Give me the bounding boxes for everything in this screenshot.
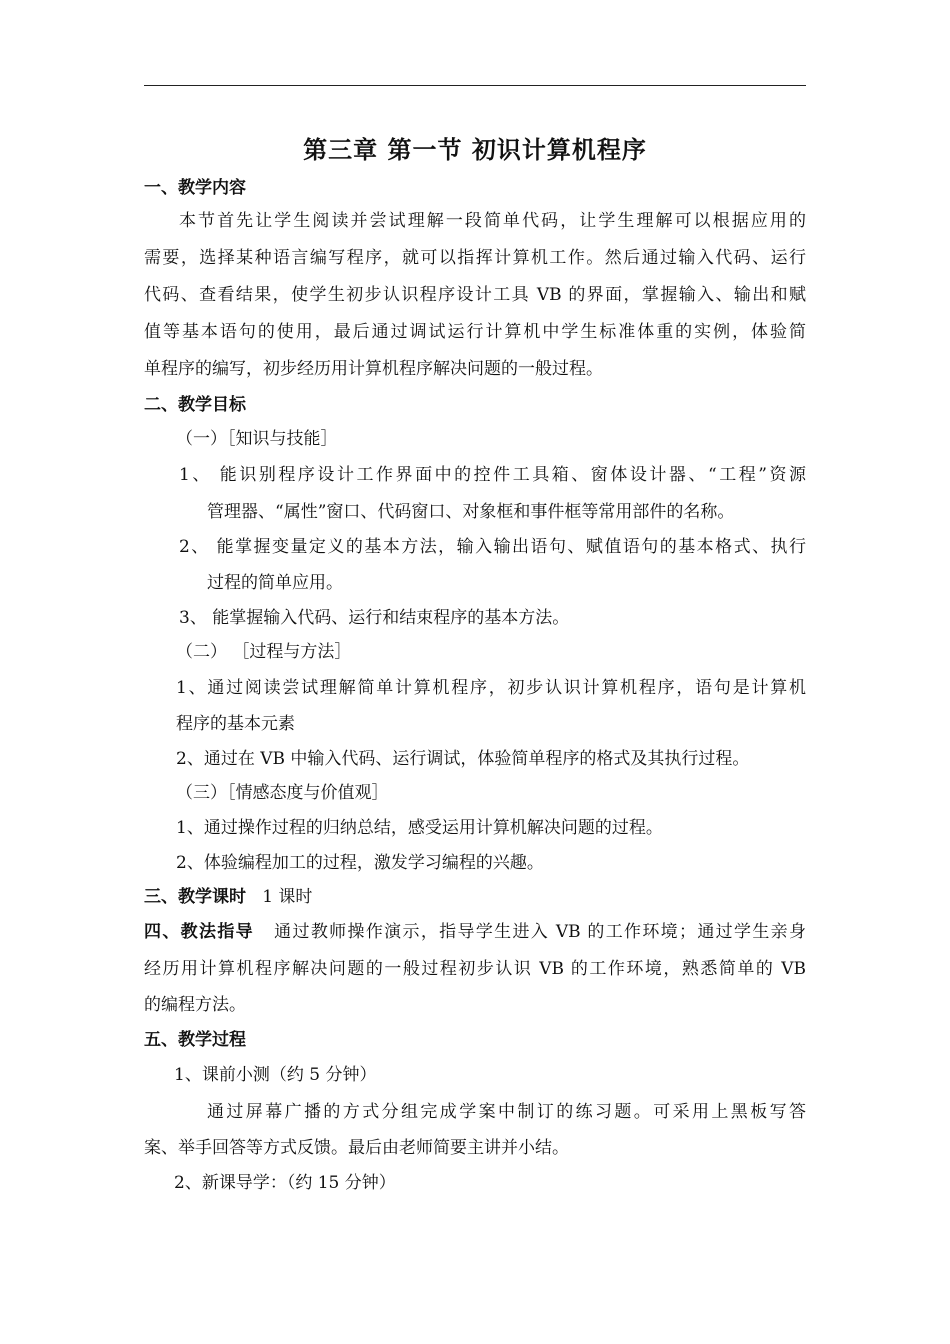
section-class-hours [144,886,312,908]
list-item: 2、 能掌握变量定义的基本方法，输入输出语句、赋值语句的基本格式、执行 [179,537,806,557]
list-item-continued: 程序的基本元素 [176,714,295,734]
paragraph-line: 值等基本语句的使用，最后通过调试运行计算机中学生标准体重的实例，体验简 [144,322,806,342]
paragraph-line: 经历用计算机程序解决问题的一般过程初步认识 VB 的工作环境，熟悉简单的 VB [144,959,806,979]
paragraph-line: 通过屏幕广播的方式分组完成学案中制订的练习题。可采用上黑板写答 [207,1102,806,1122]
subheading-process: （二） ［过程与方法］ [176,642,352,662]
paragraph-line: 案、举手回答等方式反馈。最后由老师简要主讲并小结。 [144,1138,569,1158]
paragraph-line: 本节首先让学生阅读并尝试理解一段简单代码，让学生理解可以根据应用的 [179,211,806,231]
list-item: 2、体验编程加工的过程，激发学习编程的兴趣。 [176,853,544,873]
subheading-knowledge: （一）［知识与技能］ [176,429,338,449]
process-step: 2、新课导学：（约 15 分钟） [174,1173,396,1193]
list-item: 1、 能识别程序设计工作界面中的控件工具箱、窗体设计器、“工程”资源 [179,465,806,485]
section-heading-content: 一、教学内容 [144,178,246,198]
section-heading-process: 五、教学过程 [144,1030,246,1050]
list-item: 2、通过在 VB 中输入代码、运行调试，体验简单程序的格式及其执行过程。 [176,749,750,769]
paragraph-line: 需要，选择某种语言编写程序，就可以指挥计算机工作。然后通过输入代码、运行 [144,248,806,268]
list-item-continued: 过程的简单应用。 [207,573,343,593]
subheading-attitude: （三）［情感态度与价值观］ [176,783,389,803]
list-item-continued: 管理器、“属性”窗口、代码窗口、对象框和事件框等常用部件的名称。 [207,502,735,522]
section-method-line [144,921,806,943]
page-title: 第三章 第一节 初识计算机程序 [303,136,647,164]
paragraph-line: 代码、查看结果，使学生初步认识程序设计工具 VB 的界面，掌握输入、输出和赋 [144,285,806,305]
paragraph-line: 单程序的编写，初步经历用计算机程序解决问题的一般过程。 [144,359,603,379]
section-heading-hours: 三、教学课时 [144,887,246,907]
list-item: 1、通过阅读尝试理解简单计算机程序，初步认识计算机程序，语句是计算机 [176,678,806,698]
method-text: 通过教师操作演示，指导学生进入 VB 的工作环境；通过学生亲身 [253,922,806,942]
section-heading-method: 四、教法指导 [144,922,254,942]
header-rule [144,85,806,86]
list-item: 1、通过操作过程的归纳总结，感受运用计算机解决问题的过程。 [176,818,663,838]
list-item: 3、 能掌握输入代码、运行和结束程序的基本方法。 [179,608,570,628]
paragraph-line: 的编程方法。 [144,995,246,1015]
class-hours-value: 1 课时 [246,887,313,907]
section-heading-objectives: 二、教学目标 [144,395,246,415]
process-step: 1、课前小测（约 5 分钟） [174,1065,377,1085]
